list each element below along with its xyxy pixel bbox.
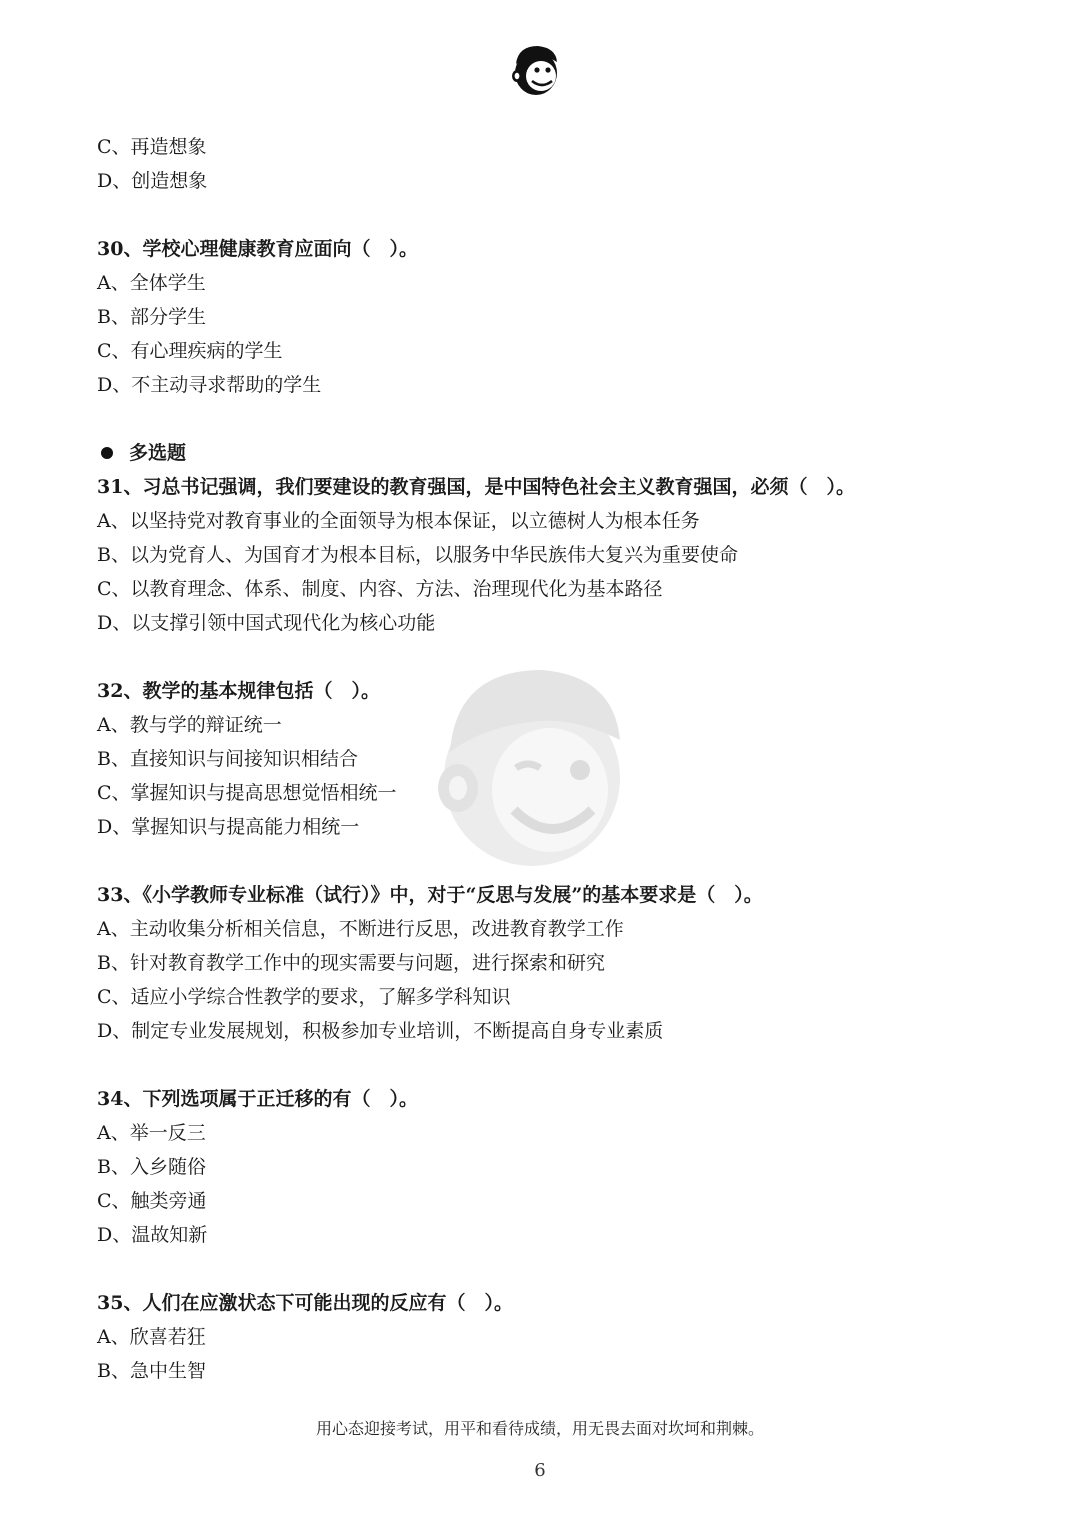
- answer-option: C、以教育理念、体系、制度、内容、方法、治理现代化为基本路径: [97, 578, 663, 600]
- answer-option: A、教与学的辩证统一: [97, 714, 282, 736]
- spacer: [97, 844, 997, 878]
- answer-option: C、有心理疾病的学生: [97, 340, 283, 362]
- question-stem: 32、教学的基本规律包括（ ）。: [97, 680, 380, 702]
- answer-option: A、欣喜若狂: [97, 1326, 206, 1348]
- answer-option: A、主动收集分析相关信息，不断进行反思，改进教育教学工作: [97, 918, 624, 940]
- answer-option: B、部分学生: [97, 306, 206, 328]
- spacer: [97, 402, 997, 436]
- answer-option: D、制定专业发展规划，积极参加专业培训，不断提高自身专业素质: [97, 1020, 664, 1042]
- question-stem: 33、《小学教师专业标准（试行）》中，对于“反思与发展”的基本要求是（ ）。: [97, 884, 763, 906]
- answer-option: A、以坚持党对教育事业的全面领导为根本保证，以立德树人为根本任务: [97, 510, 700, 532]
- section-heading: [97, 436, 997, 470]
- monkey-mascot-icon: [506, 40, 566, 100]
- answer-option: D、掌握知识与提高能力相统一: [97, 816, 360, 838]
- spacer: [97, 1048, 997, 1082]
- section-heading-label: 多选题: [129, 442, 187, 464]
- answer-option: C、适应小学综合性教学的要求，了解多学科知识: [97, 986, 511, 1008]
- answer-option: C、掌握知识与提高思想觉悟相统一: [97, 782, 397, 804]
- answer-option: A、全体学生: [97, 272, 206, 294]
- answer-option: B、针对教育教学工作中的现实需要与问题，进行探索和研究: [97, 952, 605, 974]
- footer-motto: 用心态迎接考试，用平和看待成绩，用无畏去面对坎坷和荆棘。: [315, 1419, 764, 1438]
- answer-option: C、再造想象: [97, 136, 207, 158]
- answer-option: D、不主动寻求帮助的学生: [97, 374, 322, 396]
- question-list: [97, 130, 997, 1388]
- answer-option: B、急中生智: [97, 1360, 206, 1382]
- question-stem: 31、习总书记强调，我们要建设的教育强国，是中国特色社会主义教育强国，必须（ ）。: [97, 476, 855, 498]
- answer-option: D、以支撑引领中国式现代化为核心功能: [97, 612, 436, 634]
- question-stem: 30、学校心理健康教育应面向（ ）。: [97, 238, 418, 260]
- answer-option: C、触类旁通: [97, 1190, 207, 1212]
- answer-option: D、温故知新: [97, 1224, 208, 1246]
- answer-option: B、以为党育人、为国育才为根本目标，以服务中华民族伟大复兴为重要使命: [97, 544, 738, 566]
- answer-option: B、入乡随俗: [97, 1156, 206, 1178]
- spacer: [97, 1252, 997, 1286]
- bullet-icon: [101, 447, 113, 459]
- answer-option: A、举一反三: [97, 1122, 206, 1144]
- spacer: [97, 198, 997, 232]
- page-number: 6: [534, 1460, 546, 1481]
- answer-option: D、创造想象: [97, 170, 208, 192]
- spacer: [97, 640, 997, 674]
- answer-option: B、直接知识与间接知识相结合: [97, 748, 358, 770]
- question-stem: 34、下列选项属于正迁移的有（ ）。: [97, 1088, 418, 1110]
- question-stem: 35、人们在应激状态下可能出现的反应有（ ）。: [97, 1292, 513, 1314]
